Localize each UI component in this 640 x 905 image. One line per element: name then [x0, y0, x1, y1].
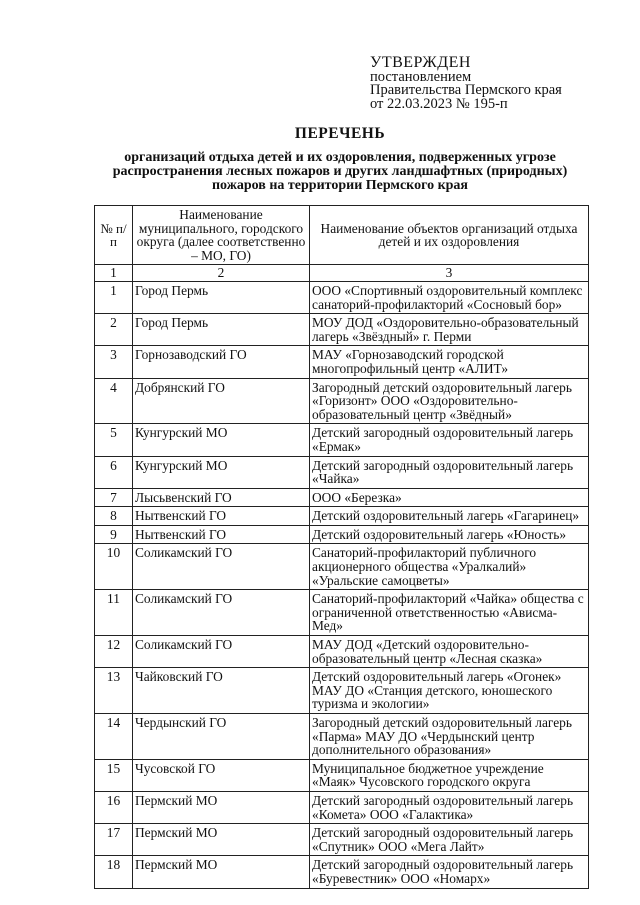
row-municipality: Пермский МО	[133, 791, 310, 823]
table-row	[95, 856, 589, 888]
row-number: 6	[95, 456, 133, 488]
approval-line-1: постановлением	[370, 68, 472, 85]
row-organization: Санаторий-профилакторий публичного акционерного общества «Уралкалий» «Уральские самоцветы»	[310, 544, 589, 590]
row-organization: Детский загородный оздоровительный лагерь «Спутник» ООО «Мега Лайт»	[310, 824, 589, 856]
table-row	[95, 636, 589, 668]
row-organization: Детский загородный оздоровительный лагерь «Буревестник» ООО «Номарх»	[310, 856, 589, 888]
row-municipality: Соликамский ГО	[133, 590, 310, 636]
column-number: 1	[95, 265, 133, 282]
table-row	[95, 668, 589, 714]
table-row	[95, 424, 589, 456]
row-municipality: Лысьвенский ГО	[133, 488, 310, 507]
table-row	[95, 314, 589, 346]
row-organization: Детский загородный оздоровительный лагерь «Комета» ООО «Галактика»	[310, 791, 589, 823]
row-municipality: Пермский МО	[133, 856, 310, 888]
row-number: 10	[95, 544, 133, 590]
row-organization: Муниципальное бюджетное учреждение «Маяк» Чусовского городского округа	[310, 759, 589, 791]
row-organization: ООО «Березка»	[310, 488, 589, 507]
row-number: 4	[95, 378, 133, 424]
header-municipality: Наименование муниципального, городского округа (далее соответственно – МО, ГО)	[133, 206, 310, 265]
row-municipality: Город Пермь	[133, 314, 310, 346]
organizations-table	[94, 205, 589, 889]
row-number: 8	[95, 507, 133, 526]
row-number: 2	[95, 314, 133, 346]
row-organization: Детский оздоровительный лагерь «Гагаринец»	[310, 507, 589, 526]
row-municipality: Нытвенский ГО	[133, 507, 310, 526]
document-heading	[100, 125, 580, 193]
row-number: 11	[95, 590, 133, 636]
row-number: 17	[95, 824, 133, 856]
row-municipality: Чердынский ГО	[133, 714, 310, 760]
row-municipality: Соликамский ГО	[133, 636, 310, 668]
table-row	[95, 281, 589, 313]
row-number: 9	[95, 525, 133, 544]
row-organization: Детский загородный оздоровительный лагерь «Ермак»	[310, 424, 589, 456]
document-subtitle: организаций отдыха детей и их оздоровления, подверженных угрозе распространения лесных пожаров и других ландшафтных (природных) пожаров на территории Пермского края	[112, 150, 568, 193]
table-row	[95, 714, 589, 760]
row-organization: Детский оздоровительный лагерь «Огонек» МАУ ДО «Станция детского, юношеского туризма и экологии»	[310, 668, 589, 714]
row-municipality: Соликамский ГО	[133, 544, 310, 590]
row-number: 12	[95, 636, 133, 668]
row-organization: ООО «Спортивный оздоровительный комплекс санаторий-профилакторий «Сосновый бор»	[310, 281, 589, 313]
row-number: 3	[95, 346, 133, 378]
row-number: 7	[95, 488, 133, 507]
row-number: 14	[95, 714, 133, 760]
column-number: 2	[133, 265, 310, 282]
row-municipality: Кунгурский МО	[133, 456, 310, 488]
row-number: 5	[95, 424, 133, 456]
table-row	[95, 759, 589, 791]
table-row	[95, 507, 589, 526]
row-organization: МАУ ДОД «Детский оздоровительно-образовательный центр «Лесная сказка»	[310, 636, 589, 668]
row-municipality: Город Пермь	[133, 281, 310, 313]
row-number: 13	[95, 668, 133, 714]
table-row	[95, 544, 589, 590]
row-municipality: Добрянский ГО	[133, 378, 310, 424]
row-municipality: Нытвенский ГО	[133, 525, 310, 544]
row-organization: Детский загородный оздоровительный лагерь «Чайка»	[310, 456, 589, 488]
approval-title: УТВЕРЖДЕН	[370, 54, 471, 71]
row-municipality: Чусовской ГО	[133, 759, 310, 791]
header-organization: Наименование объектов организаций отдыха детей и их оздоровления	[310, 206, 589, 265]
row-organization: Санаторий-профилакторий «Чайка» общества с ограниченной ответственностью «Ависма-Мед»	[310, 590, 589, 636]
table-row	[95, 525, 589, 544]
approval-line-3: от 22.03.2023 № 195-п	[370, 95, 508, 112]
table-row	[95, 590, 589, 636]
table-header-row	[95, 206, 589, 265]
row-number: 16	[95, 791, 133, 823]
row-organization: Детский оздоровительный лагерь «Юность»	[310, 525, 589, 544]
column-number: 3	[310, 265, 589, 282]
table-row	[95, 346, 589, 378]
header-num: № п/п	[95, 206, 133, 265]
row-number: 15	[95, 759, 133, 791]
document-title: ПЕРЕЧЕНЬ	[294, 125, 386, 142]
row-municipality: Пермский МО	[133, 824, 310, 856]
row-municipality: Кунгурский МО	[133, 424, 310, 456]
table-row	[95, 456, 589, 488]
table-row	[95, 791, 589, 823]
row-municipality: Чайковский ГО	[133, 668, 310, 714]
approval-line-2: Правительства Пермского края	[370, 82, 562, 98]
approval-stamp	[370, 56, 620, 111]
table-row	[95, 378, 589, 424]
row-organization: МАУ «Горнозаводский городской многопрофильный центр «АЛИТ»	[310, 346, 589, 378]
row-organization: Загородный детский оздоровительный лагерь «Парма» МАУ ДО «Чердынский центр дополнительного образования»	[310, 714, 589, 760]
table-row	[95, 824, 589, 856]
row-organization: МОУ ДОД «Оздоровительно-образовательный лагерь «Звёздный» г. Перми	[310, 314, 589, 346]
column-numbers-row	[95, 265, 589, 282]
row-organization: Загородный детский оздоровительный лагерь «Горизонт» ООО «Оздоровительно-образовательный центр «Звёдный»	[310, 378, 589, 424]
row-number: 1	[95, 281, 133, 313]
table-row	[95, 488, 589, 507]
row-municipality: Горнозаводский ГО	[133, 346, 310, 378]
row-number: 18	[95, 856, 133, 888]
